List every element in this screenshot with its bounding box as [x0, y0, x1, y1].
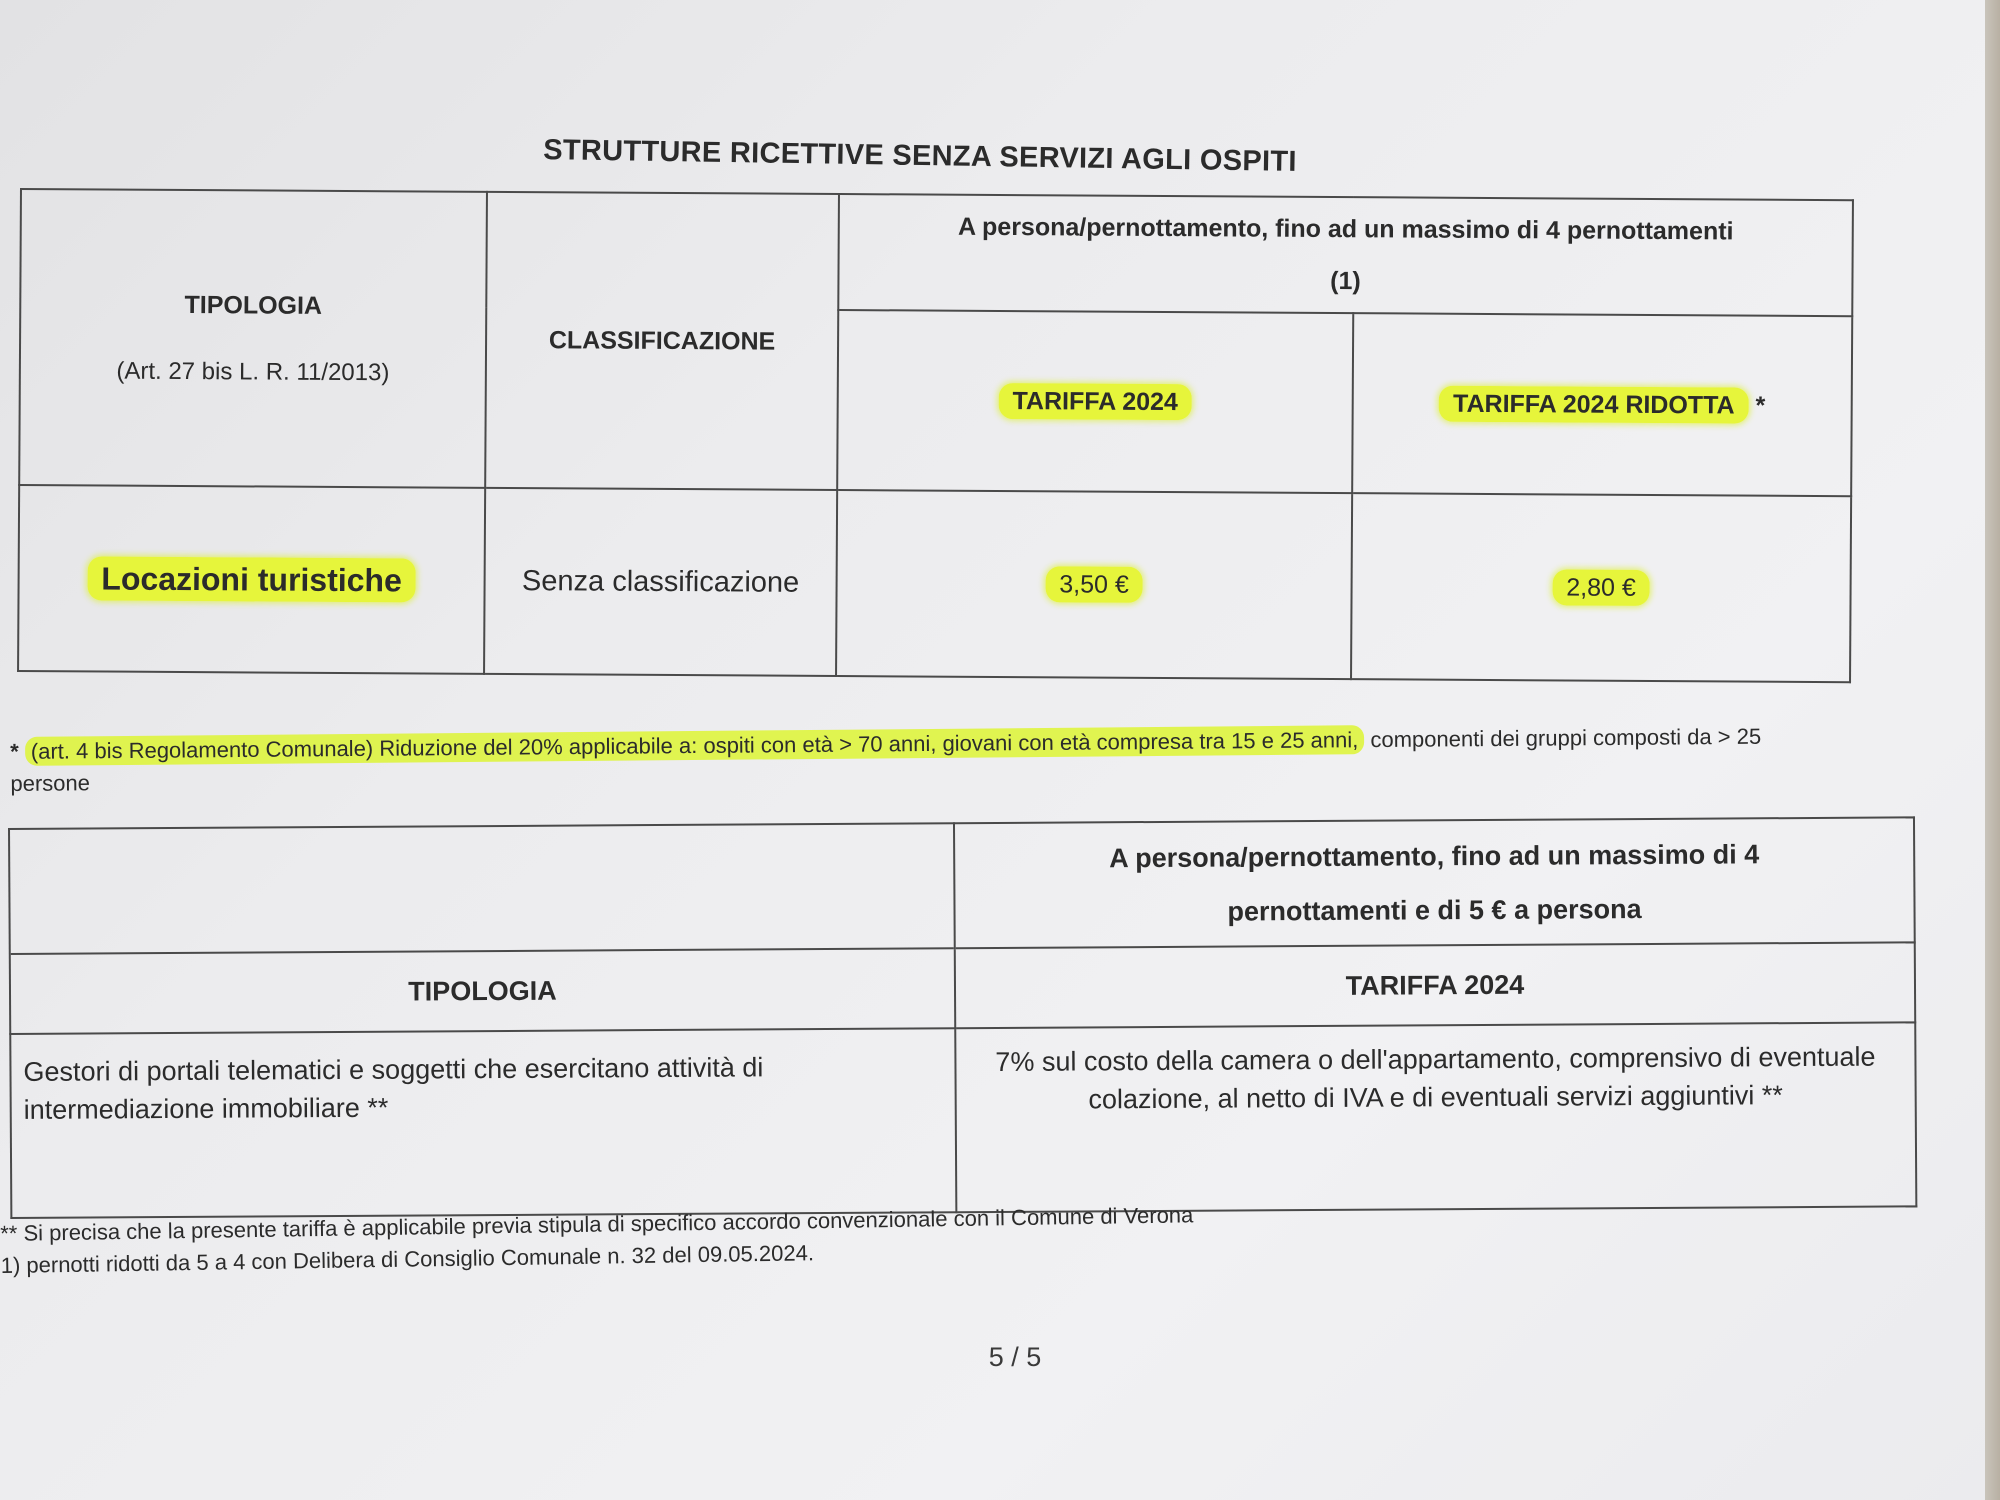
table1-tariffa-ridotta-value: 2,80 €	[1552, 569, 1650, 606]
table2-header-per-person	[954, 817, 1915, 948]
table2-header-row-bottom	[10, 942, 1915, 1034]
table1-header-tariffa-ridotta	[1352, 313, 1852, 496]
table1-tariffa-ridotta-asterisk: *	[1755, 391, 1766, 420]
table1-header-tariffa	[837, 310, 1353, 493]
table1-header-row-top	[20, 189, 1853, 316]
table1-cell-tariffa-ridotta	[1351, 493, 1851, 682]
tariff-table-portals	[8, 816, 1917, 1219]
table2-per-person-line1: A persona/pernottamento, fino ad un massimo di 4	[1109, 838, 1760, 873]
page-number: 5 / 5	[988, 1342, 1042, 1372]
table1-cell-tipologia	[18, 485, 485, 674]
table1-tariffa-label: TARIFFA 2024	[998, 382, 1192, 419]
table2-header-tipologia: TIPOLOGIA	[10, 948, 955, 1034]
table1-per-person-line1: A persona/pernottamento, fino ad un massimo di 4 pernottamenti	[957, 212, 1734, 246]
table1-data-row	[18, 485, 1851, 682]
table1-per-person-line2: (1)	[1330, 267, 1361, 296]
tariff-table-structures	[17, 188, 1854, 683]
table1-classificazione-label: CLASSIFICAZIONE	[548, 325, 776, 356]
footnote-one: 1) pernotti ridotti da 5 a 4 con Delibera di Consiglio Comunale n. 32 del 09.05.2024.	[0, 1240, 815, 1278]
table1-tipologia-label: TIPOLOGIA	[184, 290, 323, 320]
reduction-note-highlighted: (art. 4 bis Regolamento Comunale) Riduzione del 20% applicabile a: ospiti con età > 70 anni, giovani con età compresa tra 15 e 25 anni,	[25, 725, 1365, 766]
document-title: STRUTTURE RICETTIVE SENZA SERVIZI AGLI OSPITI	[542, 134, 1298, 178]
table1-tipologia-reference: (Art. 27 bis L. R. 11/2013)	[116, 357, 390, 386]
table1-header-classificazione	[485, 192, 839, 490]
table1-cell-tariffa	[836, 490, 1352, 679]
table2-cell-tipologia: Gestori di portali telematici e soggetti che esercitano attività di intermediazione immobiliare **	[10, 1028, 956, 1218]
table1-cell-classificazione: Senza classificazione	[484, 488, 837, 676]
table2-header-row-top	[9, 817, 1915, 954]
table1-header-tipologia	[19, 189, 487, 488]
table2-data-row	[10, 1022, 1916, 1218]
background-surface	[1985, 0, 2000, 1500]
table1-tariffa-value: 3,50 €	[1045, 566, 1143, 603]
table2-header-tariffa: TARIFFA 2024	[955, 942, 1915, 1028]
table2-cell-tariffa: 7% sul costo della camera o dell'appartamento, comprensivo di eventuale colazione, al netto di IVA e di eventuali servizi aggiuntivi **	[955, 1022, 1916, 1212]
reduction-note-asterisk: *	[10, 738, 19, 764]
reduction-note-rest: componenti dei gruppi composti da > 25 persone	[10, 723, 1762, 796]
table1-header-per-person	[838, 194, 1853, 316]
table1-tariffa-ridotta-label: TARIFFA 2024 RIDOTTA	[1439, 385, 1749, 423]
table1-tipologia-value: Locazioni turistiche	[87, 556, 416, 602]
reduction-note	[10, 720, 1840, 800]
table2-per-person-line2: pernottamenti e di 5 € a persona	[1227, 893, 1642, 927]
table2-header-empty	[9, 823, 955, 954]
footnote-double-star: ** Si precisa che la presente tariffa è applicabile previa stipula di specifico accordo convenzionale con il Comune di Verona	[0, 1202, 1194, 1246]
